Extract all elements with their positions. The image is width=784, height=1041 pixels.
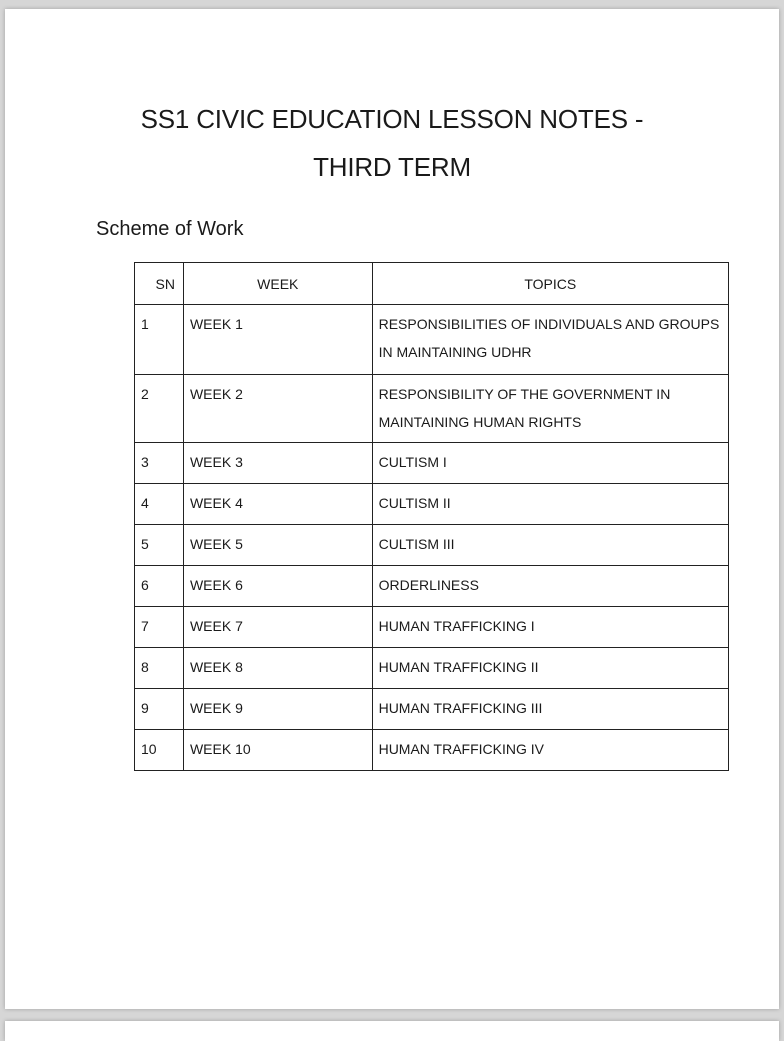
- table-row: [135, 566, 729, 607]
- document-page: [5, 9, 779, 1009]
- cell-sn: 1: [135, 305, 184, 375]
- cell-sn: 3: [135, 443, 184, 484]
- cell-topic: RESPONSIBILITY OF THE GOVERNMENT IN MAINTAINING HUMAN RIGHTS: [372, 375, 728, 443]
- cell-sn: 9: [135, 689, 184, 730]
- cell-sn: 2: [135, 375, 184, 443]
- cell-topic: CULTISM I: [372, 443, 728, 484]
- table-row: [135, 689, 729, 730]
- cell-week: WEEK 6: [183, 566, 372, 607]
- table-row: [135, 484, 729, 525]
- cell-sn: 10: [135, 730, 184, 771]
- table-row: [135, 443, 729, 484]
- cell-topic: CULTISM III: [372, 525, 728, 566]
- scheme-of-work-table: [134, 262, 729, 771]
- page-title: [5, 95, 779, 191]
- cell-topic: HUMAN TRAFFICKING IV: [372, 730, 728, 771]
- cell-sn: 8: [135, 648, 184, 689]
- cell-week: WEEK 2: [183, 375, 372, 443]
- cell-week: WEEK 5: [183, 525, 372, 566]
- cell-week: WEEK 7: [183, 607, 372, 648]
- table-row: [135, 305, 729, 375]
- cell-sn: 6: [135, 566, 184, 607]
- cell-week: WEEK 10: [183, 730, 372, 771]
- cell-week: WEEK 4: [183, 484, 372, 525]
- cell-sn: 4: [135, 484, 184, 525]
- table-row: [135, 525, 729, 566]
- cell-topic: CULTISM II: [372, 484, 728, 525]
- header-topics: TOPICS: [372, 263, 728, 305]
- header-sn: SN: [135, 263, 184, 305]
- cell-week: WEEK 9: [183, 689, 372, 730]
- cell-topic: HUMAN TRAFFICKING II: [372, 648, 728, 689]
- cell-week: WEEK 8: [183, 648, 372, 689]
- cell-week: WEEK 3: [183, 443, 372, 484]
- cell-topic: HUMAN TRAFFICKING III: [372, 689, 728, 730]
- table-row: [135, 730, 729, 771]
- cell-sn: 7: [135, 607, 184, 648]
- title-line-2: THIRD TERM: [313, 152, 471, 182]
- title-line-1: SS1 CIVIC EDUCATION LESSON NOTES -: [140, 104, 644, 134]
- cell-week: WEEK 1: [183, 305, 372, 375]
- header-week: WEEK: [183, 263, 372, 305]
- section-heading: Scheme of Work: [96, 218, 244, 240]
- cell-topic: ORDERLINESS: [372, 566, 728, 607]
- next-page-edge: [5, 1021, 779, 1041]
- table-row: [135, 607, 729, 648]
- table-row: [135, 375, 729, 443]
- cell-topic: HUMAN TRAFFICKING I: [372, 607, 728, 648]
- cell-topic: RESPONSIBILITIES OF INDIVIDUALS AND GROUPS IN MAINTAINING UDHR: [372, 305, 728, 375]
- cell-sn: 5: [135, 525, 184, 566]
- table-header-row: [135, 263, 729, 305]
- table-row: [135, 648, 729, 689]
